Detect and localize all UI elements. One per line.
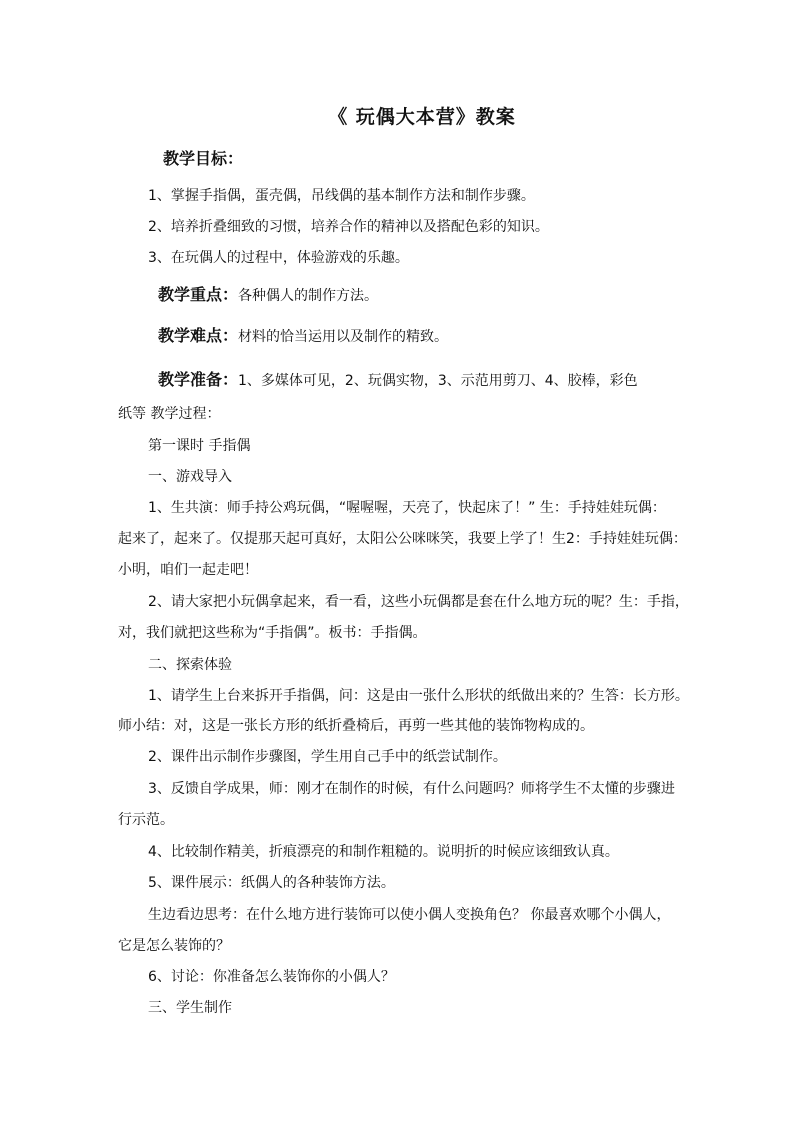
key-point-line xyxy=(158,286,718,305)
sec2-p7: 6、讨论：你准备怎么装饰你的小偶人？ xyxy=(148,969,395,985)
sec1-p1-line2: 起来了，起来了。仅提那天起可真好，太阳公公咪咪笑，我要上学了！生2：手持娃娃玩偶： xyxy=(118,531,687,547)
sec1-p2-line2: 对，我们就把这些称为“手指偶”。板书：手指偶。 xyxy=(118,625,427,641)
objectives-heading: 教学目标： xyxy=(163,149,244,168)
sec2-p1-line1: 1、请学生上台来拆开手指偶，问：这是由一张什么形状的纸做出来的？生答：长方形。 xyxy=(148,688,689,704)
sec2-p3-line1: 3、反馈自学成果，师：刚才在制作的时候，有什么问题吗？师将学生不太懂的步骤进 xyxy=(148,781,675,797)
sec2-p4: 4、比较制作精美，折痕漂亮的和制作粗糙的。说明折的时候应该细致认真。 xyxy=(148,844,619,860)
key-point-heading: 教学重点： xyxy=(158,285,239,304)
sec2-p6-line1: 生边看边思考：在什么地方进行装饰可以使小偶人变换角色？ 你最喜欢哪个小偶人， xyxy=(148,907,671,923)
section-2-heading: 二、探索体验 xyxy=(148,657,232,673)
section-1-heading: 一、游戏导入 xyxy=(148,469,232,485)
sec1-p1-line3: 小明，咱们一起走吧！ xyxy=(118,562,258,578)
sec2-p1-line2: 师小结：对，这是一张长方形的纸折叠椅后，再剪一些其他的装饰物构成的。 xyxy=(118,718,594,734)
sec2-p5: 5、课件展示：纸偶人的各种装饰方法。 xyxy=(148,875,395,891)
objective-item-3: 3、在玩偶人的过程中，体验游戏的乐趣。 xyxy=(148,250,409,266)
sec2-p3-line2: 行示范。 xyxy=(118,812,174,828)
sec2-p2: 2、课件出示制作步骤图，学生用自己手中的纸尝试制作。 xyxy=(148,749,507,765)
section-3-heading: 三、学生制作 xyxy=(148,1000,232,1016)
difficulty-heading: 教学难点： xyxy=(158,326,239,345)
prep-heading: 教学准备： xyxy=(158,370,239,389)
difficulty-line xyxy=(158,327,718,346)
prep-line-2: 纸等 教学过程： xyxy=(118,406,221,422)
document-title: 《 玩偶大本营》教案 xyxy=(328,106,516,128)
key-point-text: 各种偶人的制作方法。 xyxy=(238,288,379,304)
prep-text-1: 1、多媒体可见，2、玩偶实物，3、示范用剪刀、4、胶棒，彩色 xyxy=(238,373,638,389)
sec1-p2-line1: 2、请大家把小玩偶拿起来，看一看，这些小玩偶都是套在什么地方玩的呢？生：手指， xyxy=(148,594,689,610)
objective-item-1: 1、掌握手指偶，蛋壳偶，吊线偶的基本制作方法和制作步骤。 xyxy=(148,188,535,204)
sec2-p6-line2: 它是怎么装饰的？ xyxy=(118,938,230,954)
lesson-1-title: 第一课时 手指偶 xyxy=(148,438,251,454)
prep-line-1 xyxy=(158,371,718,390)
objective-item-2: 2、培养折叠细致的习惯，培养合作的精神以及搭配色彩的知识。 xyxy=(148,219,549,235)
sec1-p1-line1: 1、生共演：师手持公鸡玩偶，“喔喔喔，天亮了，快起床了！” 生：手持娃娃玩偶： xyxy=(148,500,666,516)
difficulty-text: 材料的恰当运用以及制作的精致。 xyxy=(238,329,449,345)
